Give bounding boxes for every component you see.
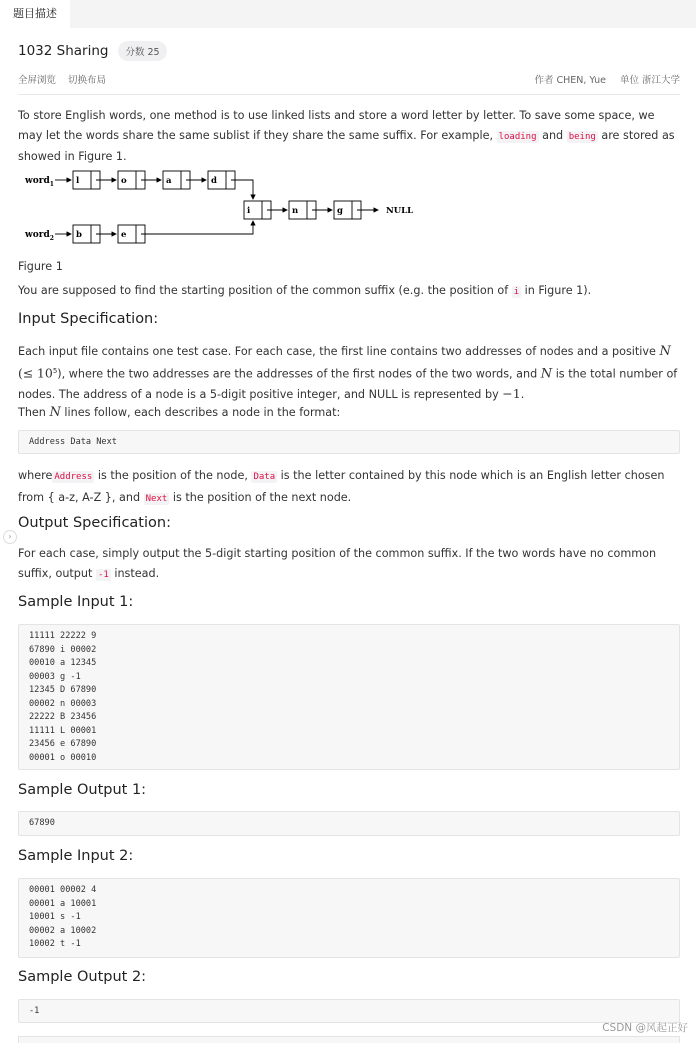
sample-input-1-block: 11111 22222 9 67890 i 00002 00010 a 12345 00003 g -1 12345 D 67890 00002 n 00003 22222 B 23456 11111 L 00001 23456 e 67890 00001 o 00010 — [18, 624, 680, 770]
code-being: being — [568, 131, 596, 142]
output-spec-paragraph: For each case, simply output the 5-digit starting position of the common suffix. If the two words have no common suffix, output -1 instead. — [18, 547, 657, 580]
code-loading: loading — [498, 131, 537, 142]
word2-label: word$_2$ — [25, 230, 54, 242]
sample-output-1-block: 67890 — [18, 811, 680, 836]
shared-node-i — [244, 201, 271, 219]
problem-meta — [534, 72, 680, 86]
sample-input-1-heading: Sample Input 1: — [18, 594, 134, 610]
w1-node-a — [163, 171, 190, 189]
svg-text:g: g — [337, 206, 343, 216]
then-n-lines-paragraph: Then N lines follow, each describes a node in the format: — [18, 405, 341, 420]
field-description-paragraph: where Address is the position of the node, Data is the letter contained by this node which is an English letter chosen from { a-z, A-Z }, and Next is the position of the next node. — [18, 469, 665, 504]
w1-node-l — [73, 171, 100, 189]
word1-label: word$_1$ — [25, 176, 54, 188]
output-spec-heading: Output Specification: — [18, 515, 171, 531]
suffix-paragraph: You are supposed to find the starting position of the common suffix (e.g. the position of i in Figure 1). — [18, 284, 592, 297]
w2-node-b — [73, 225, 100, 243]
sample-input-2-block: 00001 00002 4 00001 a 10001 10001 s -1 00002 a 10002 10002 t -1 — [18, 878, 680, 958]
description-paragraph: To store English words, one method is to use linked lists and store a word letter by letter. To save some space, we may let the words share the same sublist if they share the same suffix. For example, loading and being are stored as showed in Figure 1. — [18, 109, 675, 163]
null-label: NULL — [386, 206, 414, 216]
input-spec-paragraph: Each input file contains one test case. For each case, the first line contains two addresses of nodes and a positive N (≤ $10^5$), where the two addresses are the addresses of the first nodes of the two words, and N is the total number of nodes. The address of a node is a 5-digit positive integer, and NULL is represented by −1. — [18, 344, 678, 401]
svg-text:e: e — [121, 230, 127, 240]
switch-layout-button[interactable]: 切换布局 — [68, 75, 107, 86]
watermark: CSDN @风起正好 — [602, 1022, 688, 1034]
w1-node-d — [208, 171, 235, 189]
figure-caption: Figure 1 — [18, 260, 63, 273]
svg-text:o: o — [121, 176, 127, 186]
svg-text:b: b — [76, 230, 82, 240]
sample-output-2-heading: Sample Output 2: — [18, 969, 147, 985]
sample-output-1-heading: Sample Output 1: — [18, 782, 147, 798]
score-badge: 分数 25 — [118, 41, 166, 61]
shared-node-n — [289, 201, 316, 219]
next-block-edge — [18, 1036, 680, 1043]
svg-text:i: i — [247, 206, 251, 216]
divider — [18, 94, 680, 95]
w2-node-e — [118, 225, 145, 243]
problem-title: 1032 Sharing — [18, 43, 109, 59]
svg-text:a: a — [166, 176, 172, 186]
w1-node-o — [118, 171, 145, 189]
tab-problem-description[interactable]: 题目描述 — [0, 0, 70, 28]
fullscreen-button[interactable]: 全屏浏览 — [18, 75, 57, 86]
view-controls — [18, 72, 106, 86]
code-i: i — [513, 287, 520, 297]
expand-handle[interactable]: › — [3, 530, 17, 544]
sample-input-2-heading: Sample Input 2: — [18, 848, 134, 864]
tab-bar — [0, 0, 696, 28]
input-spec-heading: Input Specification: — [18, 311, 159, 327]
problem-header — [18, 40, 167, 62]
shared-node-g — [334, 201, 361, 219]
unit: 单位 浙江大学 — [619, 75, 680, 86]
svg-text:l: l — [76, 176, 80, 186]
linked-list-figure — [18, 166, 438, 250]
sample-output-2-block: -1 — [18, 999, 680, 1023]
svg-text:d: d — [211, 176, 217, 186]
format-code-block: Address Data Next — [18, 430, 680, 454]
author: 作者 CHEN, Yue — [534, 75, 606, 86]
svg-text:n: n — [292, 206, 299, 216]
